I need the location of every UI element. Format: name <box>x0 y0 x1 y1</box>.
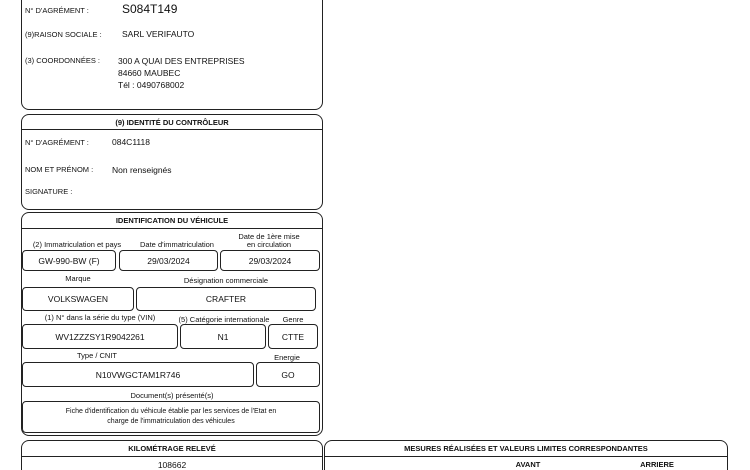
categorie-field: N1 <box>180 324 266 349</box>
controleur-title-divider <box>21 129 323 130</box>
documents-label: Document(s) présenté(s) <box>130 391 214 400</box>
genre-field: CTTE <box>268 324 318 349</box>
genre-label: Genre <box>282 315 304 324</box>
documents-field <box>22 401 320 433</box>
marque-field: VOLKSWAGEN <box>22 287 134 311</box>
controleur-nom-label: NOM ET PRÉNOM : <box>25 165 94 174</box>
kilometrage-divider <box>21 456 323 457</box>
raison-sociale-value: SARL VERIFAUTO <box>122 29 195 39</box>
mesures-divider <box>324 456 728 457</box>
date-circulation-field: 29/03/2024 <box>220 250 320 271</box>
centre-section <box>21 0 323 110</box>
date-immatriculation-field: 29/03/2024 <box>119 250 218 271</box>
kilometrage-title: KILOMÉTRAGE RELEVÉ <box>128 444 216 453</box>
type-cnit-field: N10VWGCTAM1R746 <box>22 362 254 387</box>
coordonnees-line-3: Tél : 0490768002 <box>118 80 185 90</box>
vehicule-title: IDENTIFICATION DU VÉHICULE <box>115 216 229 225</box>
coordonnees-label: (3) COORDONNÉES : <box>25 56 101 65</box>
controleur-signature-label: SIGNATURE : <box>25 187 73 196</box>
vehicule-title-divider <box>21 228 323 229</box>
immatriculation-label: (2) Immatriculation et pays <box>32 240 122 249</box>
controleur-nom-value: Non renseignés <box>112 165 172 175</box>
controleur-title: (9) IDENTITÉ DU CONTRÔLEUR <box>115 118 229 127</box>
documents-line-1: Fiche d'identification du véhicule établie par les services de l'Etat en <box>65 408 277 415</box>
centre-agrement-label: N° D'AGRÉMENT : <box>25 6 89 15</box>
mesures-col-arriere: ARRIERE <box>640 460 674 469</box>
date-circulation-label-1: Date de 1ère mise <box>238 232 300 241</box>
energie-label: Energie <box>274 353 300 362</box>
centre-agrement-value: S084T149 <box>122 2 178 16</box>
raison-sociale-label: (9)RAISON SOCIALE : <box>25 30 102 39</box>
documents-line-2: charge de l'immatriculation des véhicules <box>107 418 235 425</box>
controleur-agrement-value: 084C1118 <box>112 137 150 147</box>
kilometrage-value: 108662 <box>157 460 187 470</box>
date-immatriculation-label: Date d'immatriculation <box>140 240 214 249</box>
vin-label: (1) N° dans la série du type (VIN) <box>44 313 156 322</box>
controleur-agrement-label: N° D'AGRÉMENT : <box>25 138 89 147</box>
mesures-col-avant: AVANT <box>515 460 541 469</box>
designation-field: CRAFTER <box>136 287 316 311</box>
mesures-title: MESURES RÉALISÉES ET VALEURS LIMITES CORRESPONDANTES <box>404 444 648 453</box>
designation-label: Désignation commerciale <box>183 276 269 285</box>
coordonnees-line-2: 84660 MAUBEC <box>118 68 181 78</box>
type-cnit-label: Type / CNIT <box>76 351 117 360</box>
coordonnees-line-1: 300 A QUAI DES ENTREPRISES <box>118 56 245 66</box>
marque-label: Marque <box>65 274 91 283</box>
energie-field: GO <box>256 362 320 387</box>
date-circulation-label-2: en circulation <box>246 240 292 249</box>
vin-field: WV1ZZZSY1R9042261 <box>22 324 178 349</box>
categorie-label: (5) Catégorie internationale <box>178 315 270 324</box>
immatriculation-field: GW-990-BW (F) <box>22 250 116 271</box>
